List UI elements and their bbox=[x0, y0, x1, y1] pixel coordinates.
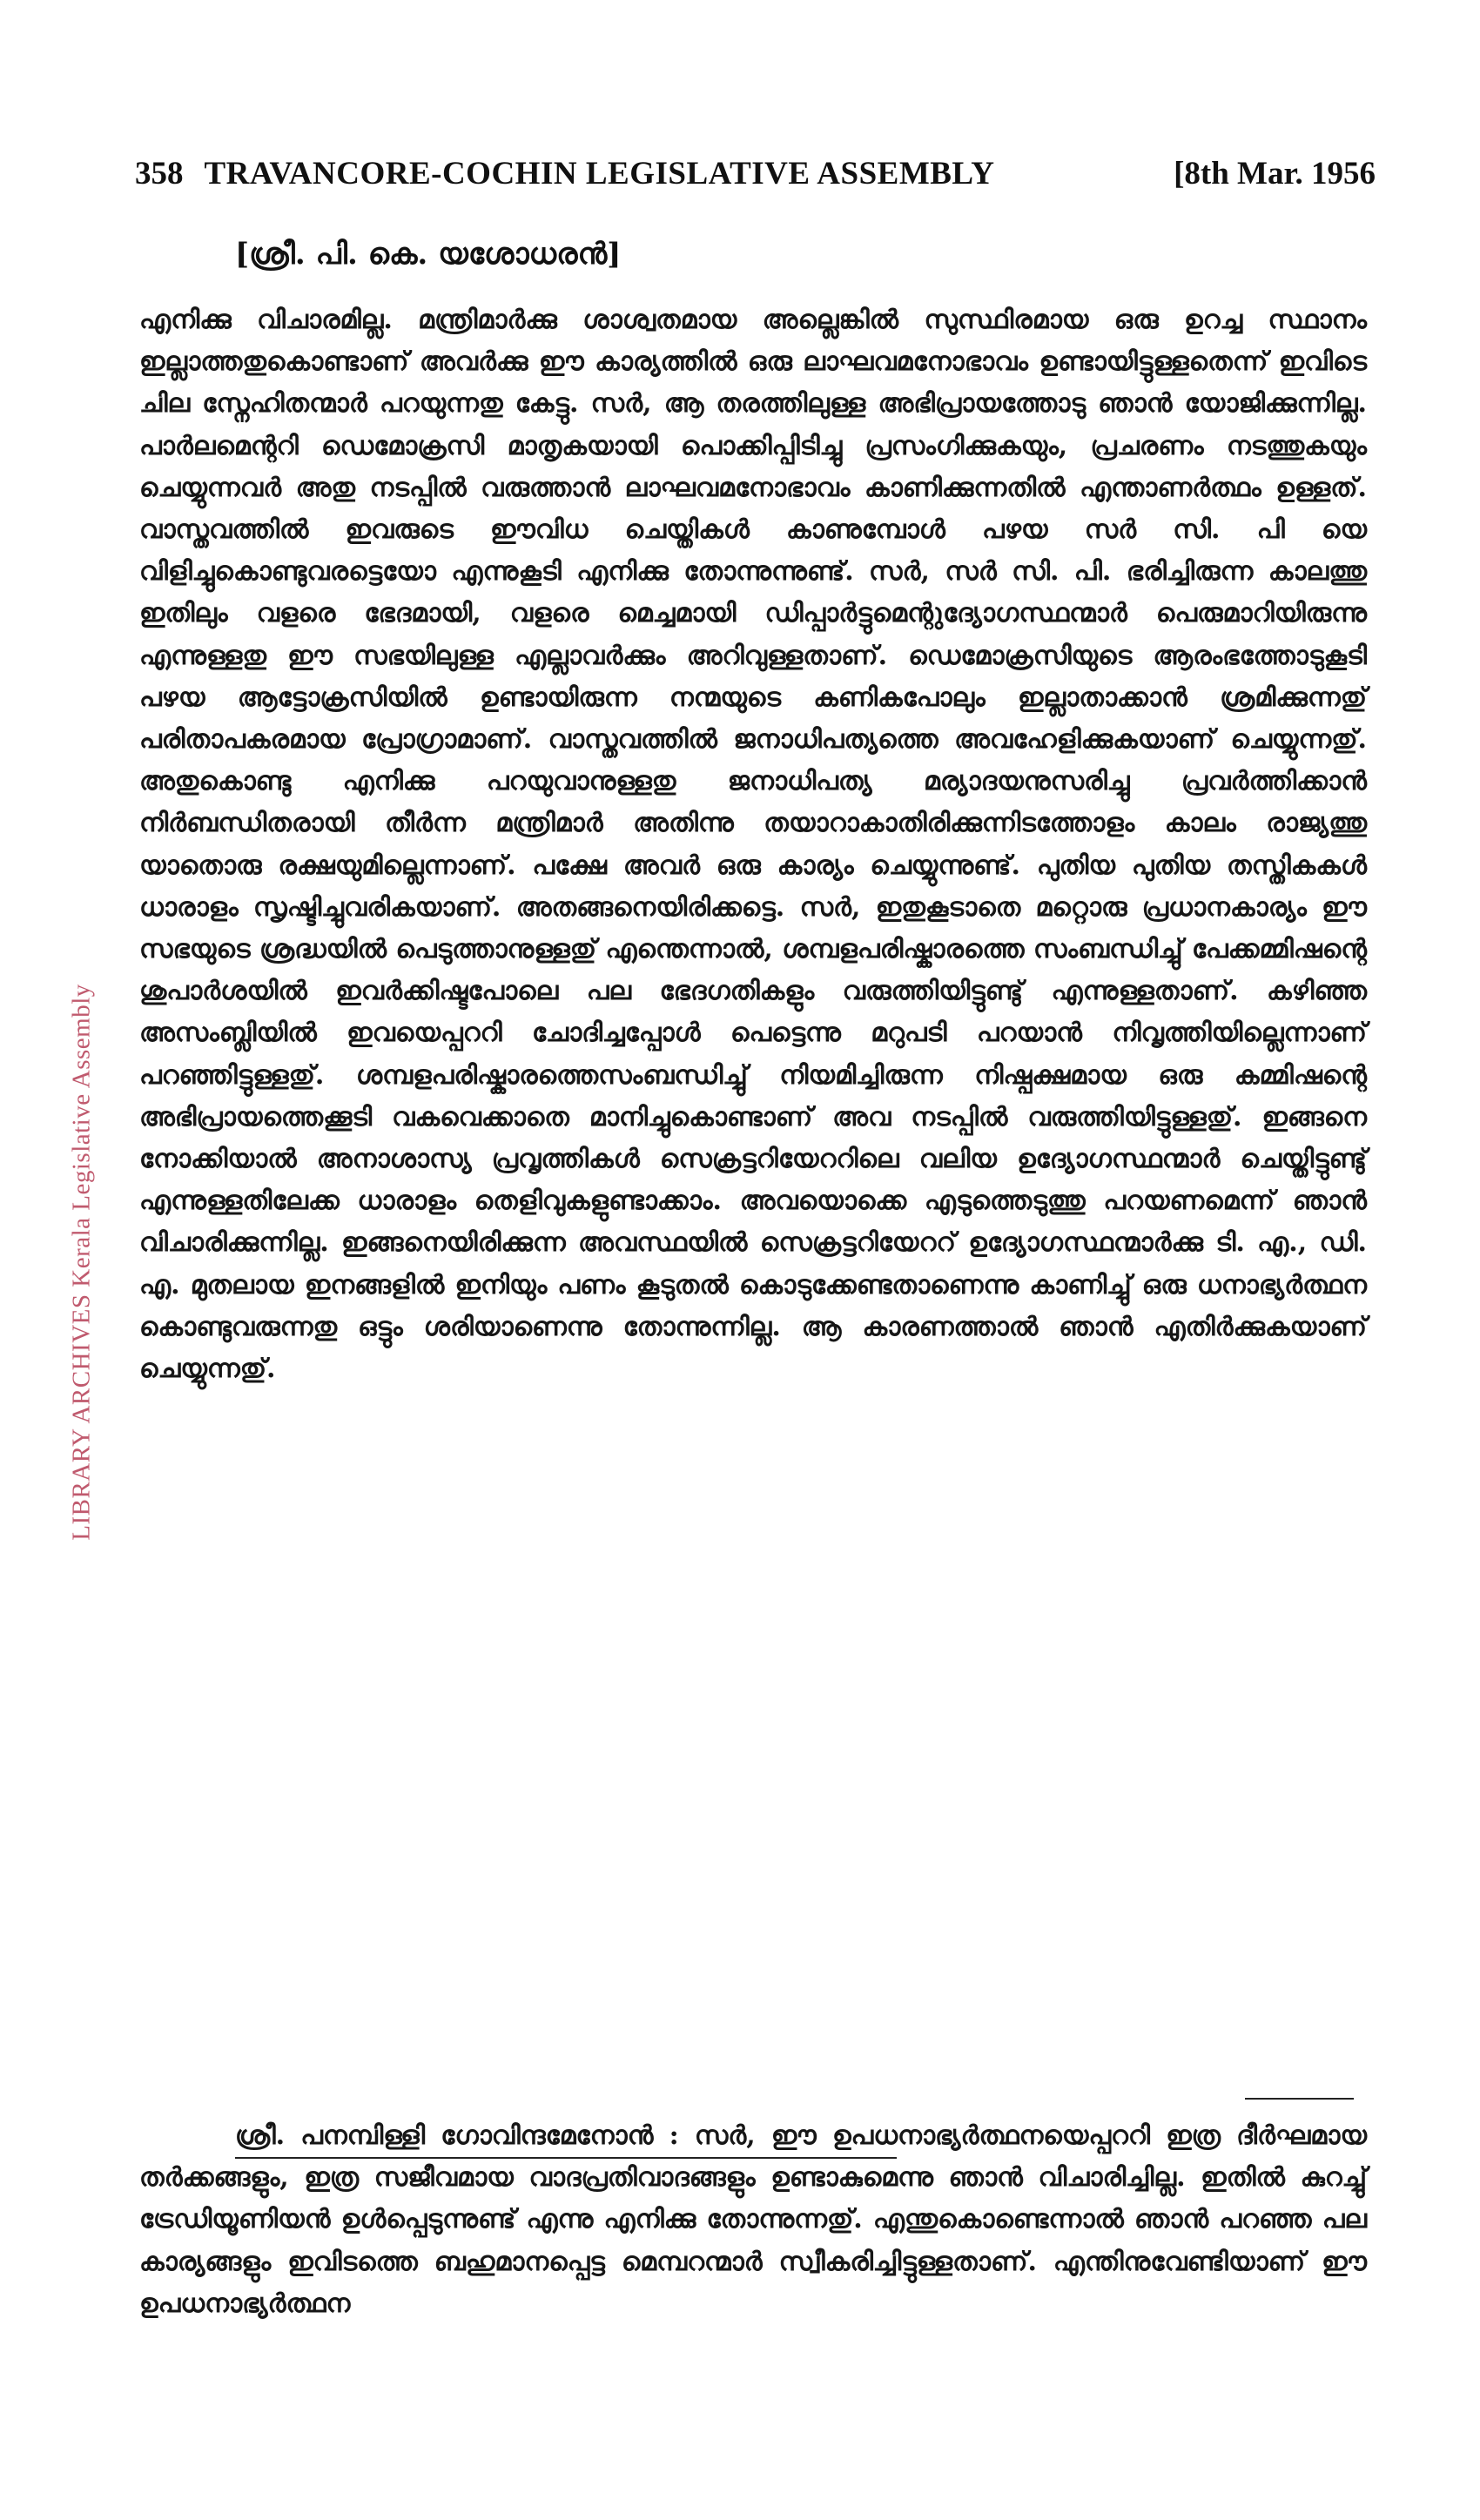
header-date: [8th Mar. 1956 bbox=[1174, 156, 1376, 192]
paragraph: എനിക്കു വിചാരമില്ല. മന്ത്രിമാർക്കു ശാശ്വതമായ അല്ലെങ്കിൽ സുസ്ഥിരമായ ഒരു ഉറച്ച സ്ഥാനം ഇല്ലാത്തതുകൊണ്ടാണ് അവർക്കു ഈ കാര്യത്തിൽ ഒരു ലാഘവമനോഭാവം ഉണ്ടായിട്ടുള്ളതെന്ന് ഇവിടെ ചില സ്നേഹിതന്മാർ പറയുന്നതു കേട്ടു. സർ, ആ തരത്തിലുള്ള അഭിപ്രായത്തോടു ഞാൻ യോജിക്കുന്നില്ല. പാർലമെന്ററി ഡെമോക്രസി മാതൃകയായി പൊക്കിപ്പിടിച്ചു പ്രസംഗിക്കുകയും, പ്രചരണം നടത്തുകയും ചെയ്യുന്നവർ അതു നടപ്പിൽ വരുത്താൻ ലാഘവമനോഭാവം കാണിക്കുന്നതിൽ എന്താണർത്ഥം ഉള്ളത്. വാസ്തവത്തിൽ ഇവരുടെ ഈവിധ ചെയ്തികൾ കാണുമ്പോൾ പഴയ സർ സി. പി യെ വിളിച്ചുകൊണ്ടുവരട്ടെയോ എന്നുകൂടി എനിക്കു തോന്നുന്നുണ്ട്. സർ, സർ സി. പി. ഭരിച്ചിരുന്ന കാലത്തു ഇതിലും വളരെ ഭേദമായി, വളരെ മെച്ചമായി ഡിപ്പാർട്ടുമെന്റുദ്യോഗസ്ഥന്മാർ പെരുമാറിയിരുന്നു എന്നുള്ളതു ഈ സഭയിലുള്ള എല്ലാവർക്കും അറിവുള്ളതാണ്. ഡെമോക്രസിയുടെ ആരംഭത്തോടുകൂടി പഴയ ആട്ടോക്രസിയിൽ ഉണ്ടായിരുന്ന നന്മയുടെ കണികപോലും ഇല്ലാതാക്കാൻ ശ്രമിക്കുന്നതു് പരിതാപകരമായ പ്രോഗ്രാമാണ്. വാസ്തവത്തിൽ ജനാധിപത്യത്തെ അവഹേളിക്കുകയാണ് ചെയ്യുന്നതു്. അതുകൊണ്ടു എനിക്കു പറയുവാനുള്ളതു ജനാധിപത്യ മര്യാദയനുസരിച്ചു പ്രവർത്തിക്കാൻ നിർബന്ധിതരായി തീർന്ന മന്ത്രിമാർ അതിന്നു തയാറാകാതിരിക്കുന്നിടത്തോളം കാലം രാജ്യത്തു യാതൊരു രക്ഷയുമില്ലെന്നാണ്. പക്ഷേ അവർ ഒരു കാര്യം ചെയ്യുന്നുണ്ട്. പുതിയ പുതിയ തസ്തികകൾ ധാരാളം സൃഷ്ടിച്ചുവരികയാണ്. അതങ്ങനെയിരിക്കട്ടെ. സർ, ഇതുകൂടാതെ മറ്റൊരു പ്രധാനകാര്യം ഈ സഭയുടെ ശ്രദ്ധയിൽ പെടുത്താനുള്ളതു് എന്തെന്നാൽ, ശമ്പളപരിഷ്കാരത്തെ സംബന്ധിച്ചു് പേക്കമ്മിഷന്റെ ശുപാർശയിൽ ഇവർക്കിഷ്ടപോലെ പല ഭേദഗതികളും വരുത്തിയിട്ടുണ്ടു് എന്നുള്ളതാണ്. കഴിഞ്ഞ അസംബ്ലിയിൽ ഇവയെപ്പററി ചോദിച്ചപ്പോൾ പെട്ടെന്നു മറുപടി പറയാൻ നിവൃത്തിയില്ലെന്നാണ് പറഞ്ഞിട്ടുള്ളതു്. ശമ്പളപരിഷ്കാരത്തെസംബന്ധിച്ചു് നിയമിച്ചിരുന്ന നിഷ്പക്ഷമായ ഒരു കമ്മിഷന്റെ അഭിപ്രായത്തെക്കൂടി വകവെക്കാതെ മാനിച്ചുകൊണ്ടാണ് അവ നടപ്പിൽ വരുത്തിയിട്ടുള്ളതു്. ഇങ്ങനെ നോക്കിയാൽ അനാശാസ്യ പ്രവൃത്തികൾ സെക്രട്ടറിയേററിലെ വലിയ ഉദ്യോഗസ്ഥന്മാർ ചെയ്തിട്ടുണ്ടു് എന്നുള്ളതിലേക്ക ധാരാളം തെളിവുകളുണ്ടാക്കാം. അവയൊക്കെ എടുത്തെടുത്തു പറയണമെന്ന് ഞാൻ വിചാരിക്കുന്നില്ല. ഇങ്ങനെയിരിക്കുന്ന അവസ്ഥയിൽ സെക്രട്ടറിയേററ് ഉദ്യോഗസ്ഥന്മാർക്കു ടി. എ., ഡി. എ. മുതലായ ഇനങ്ങളിൽ ഇനിയും പണം കൂടുതൽ കൊടുക്കേണ്ടതാണെന്നു കാണിച്ചു് ഒരു ധനാഭ്യർത്ഥന കൊണ്ടുവരുന്നതു ഒട്ടും ശരിയാണെന്നു തോന്നുന്നില്ല. ആ കാരണത്താൽ ഞാൻ എതിർക്കുകയാണ് ചെയ്യുന്നതു്. bbox=[139, 305, 1367, 1385]
speaker-underline bbox=[235, 2157, 897, 2159]
header-title: TRAVANCORE-COCHIN LEGISLATIVE ASSEMBLY bbox=[204, 156, 995, 192]
paragraph: ശ്രീ. പനമ്പിള്ളി ഗോവിന്ദമേനോൻ : സർ, ഈ ഉപധനാഭ്യർത്ഥനയെപ്പററി ഇത്ര ദീർഘമായ തർക്കങ്ങളും, ഇത്ര സജീവമായ വാദപ്രതിവാദങ്ങളും ഉണ്ടാകുമെന്നു ഞാൻ വിചാരിച്ചില്ല. ഇതിൽ കുറച്ചു് ട്രേഡിയൂണിയൻ ഉൾപ്പെടുന്നുണ്ട് എന്നു എനിക്കു തോന്നുന്നതു്. എന്തുകൊണ്ടെന്നാൽ ഞാൻ പറഞ്ഞ പല കാര്യങ്ങളും ഇവിടത്തെ ബഹുമാനപ്പെട്ട മെമ്പറന്മാർ സ്വീകരിച്ചിട്ടുള്ളതാണ്. എന്തിനുവേണ്ടിയാണ് ഈ ഉപധനാഭ്യർത്ഥന bbox=[139, 2120, 1367, 2319]
speaker-reference: [ശ്രീ. പി. കെ. യശോധരൻ] bbox=[235, 237, 622, 272]
archive-watermark: LIBRARY ARCHIVES Kerala Legislative Assembly bbox=[67, 984, 96, 1541]
speech-body bbox=[139, 299, 1367, 1390]
next-speech bbox=[139, 2115, 1367, 2325]
page-header bbox=[135, 155, 1376, 192]
section-rule bbox=[1245, 2098, 1354, 2100]
page-number: 358 bbox=[135, 156, 184, 192]
